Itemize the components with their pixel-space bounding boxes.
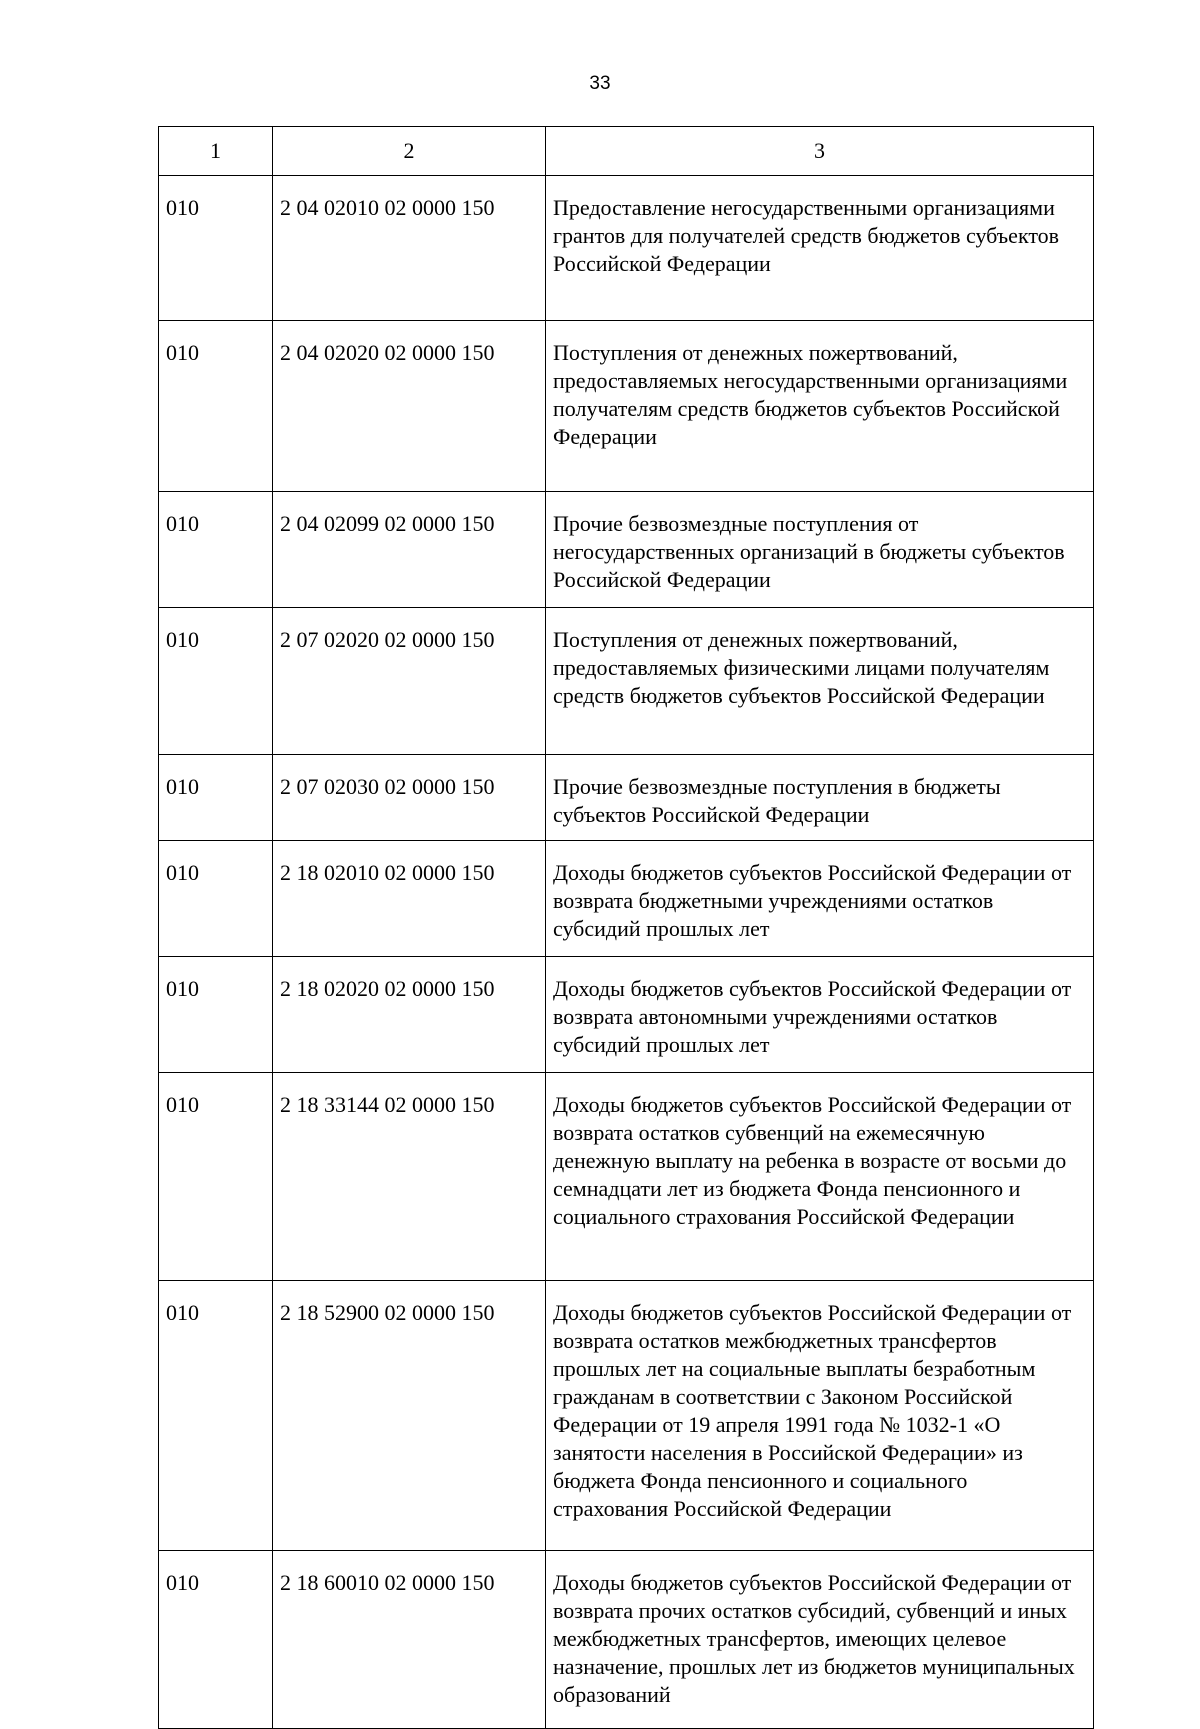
- admin-code-cell: 010: [159, 176, 273, 321]
- column-header-2: 2: [273, 127, 546, 176]
- budget-code-cell: 2 07 02030 02 0000 150: [273, 755, 546, 841]
- column-header-3: 3: [546, 127, 1094, 176]
- header-row: [159, 127, 1094, 176]
- description-cell: Доходы бюджетов субъектов Российской Федерации от возврата остатков межбюджетных трансфертов прошлых лет на социальные выплаты безработным гражданам в соответствии с Законом Российской Федерации от 19 апреля 1991 года № 1032-1 «О занятости населения в Российской Федерации» из бюджета Фонда пенсионного и социального страхования Российской Федерации: [546, 1281, 1094, 1551]
- table-row: [159, 957, 1094, 1073]
- description-cell: Прочие безвозмездные поступления в бюджеты субъектов Российской Федерации: [546, 755, 1094, 841]
- description-cell: Доходы бюджетов субъектов Российской Федерации от возврата остатков субвенций на ежемесячную денежную выплату на ребенка в возрасте от восьми до семнадцати лет из бюджета Фонда пенсионного и социального страхования Российской Федерации: [546, 1073, 1094, 1281]
- page-number: 33: [589, 73, 611, 94]
- description-cell: Предоставление негосударственными организациями грантов для получателей средств бюджетов субъектов Российской Федерации: [546, 176, 1094, 321]
- description-cell: Поступления от денежных пожертвований, предоставляемых физическими лицами получателям средств бюджетов субъектов Российской Федерации: [546, 608, 1094, 755]
- description-cell: Прочие безвозмездные поступления от негосударственных организаций в бюджеты субъектов Российской Федерации: [546, 492, 1094, 608]
- description-cell: Доходы бюджетов субъектов Российской Федерации от возврата прочих остатков субсидий, субвенций и иных межбюджетных трансфертов, имеющих целевое назначение, прошлых лет из бюджетов муниципальных образований: [546, 1551, 1094, 1729]
- table-row: [159, 492, 1094, 608]
- budget-code-cell: 2 18 52900 02 0000 150: [273, 1281, 546, 1551]
- budget-code-cell: 2 07 02020 02 0000 150: [273, 608, 546, 755]
- description-cell: Поступления от денежных пожертвований, предоставляемых негосударственными организациями получателям средств бюджетов субъектов Российской Федерации: [546, 321, 1094, 492]
- table-row: [159, 176, 1094, 321]
- admin-code-cell: 010: [159, 1551, 273, 1729]
- admin-code-cell: 010: [159, 755, 273, 841]
- table-row: [159, 841, 1094, 957]
- admin-code-cell: 010: [159, 957, 273, 1073]
- admin-code-cell: 010: [159, 492, 273, 608]
- table-row: [159, 1281, 1094, 1551]
- admin-code-cell: 010: [159, 1281, 273, 1551]
- table-row: [159, 755, 1094, 841]
- table-row: [159, 321, 1094, 492]
- description-cell: Доходы бюджетов субъектов Российской Федерации от возврата бюджетными учреждениями остатков субсидий прошлых лет: [546, 841, 1094, 957]
- budget-code-cell: 2 18 02020 02 0000 150: [273, 957, 546, 1073]
- table-row: [159, 608, 1094, 755]
- table-row: [159, 1551, 1094, 1729]
- admin-code-cell: 010: [159, 841, 273, 957]
- admin-code-cell: 010: [159, 321, 273, 492]
- budget-code-cell: 2 18 02010 02 0000 150: [273, 841, 546, 957]
- budget-codes-table: [158, 126, 1094, 1729]
- budget-code-cell: 2 04 02010 02 0000 150: [273, 176, 546, 321]
- budget-code-cell: 2 18 60010 02 0000 150: [273, 1551, 546, 1729]
- admin-code-cell: 010: [159, 608, 273, 755]
- budget-code-cell: 2 18 33144 02 0000 150: [273, 1073, 546, 1281]
- budget-code-cell: 2 04 02020 02 0000 150: [273, 321, 546, 492]
- table-row: [159, 1073, 1094, 1281]
- budget-code-cell: 2 04 02099 02 0000 150: [273, 492, 546, 608]
- description-cell: Доходы бюджетов субъектов Российской Федерации от возврата автономными учреждениями остатков субсидий прошлых лет: [546, 957, 1094, 1073]
- column-header-1: 1: [159, 127, 273, 176]
- admin-code-cell: 010: [159, 1073, 273, 1281]
